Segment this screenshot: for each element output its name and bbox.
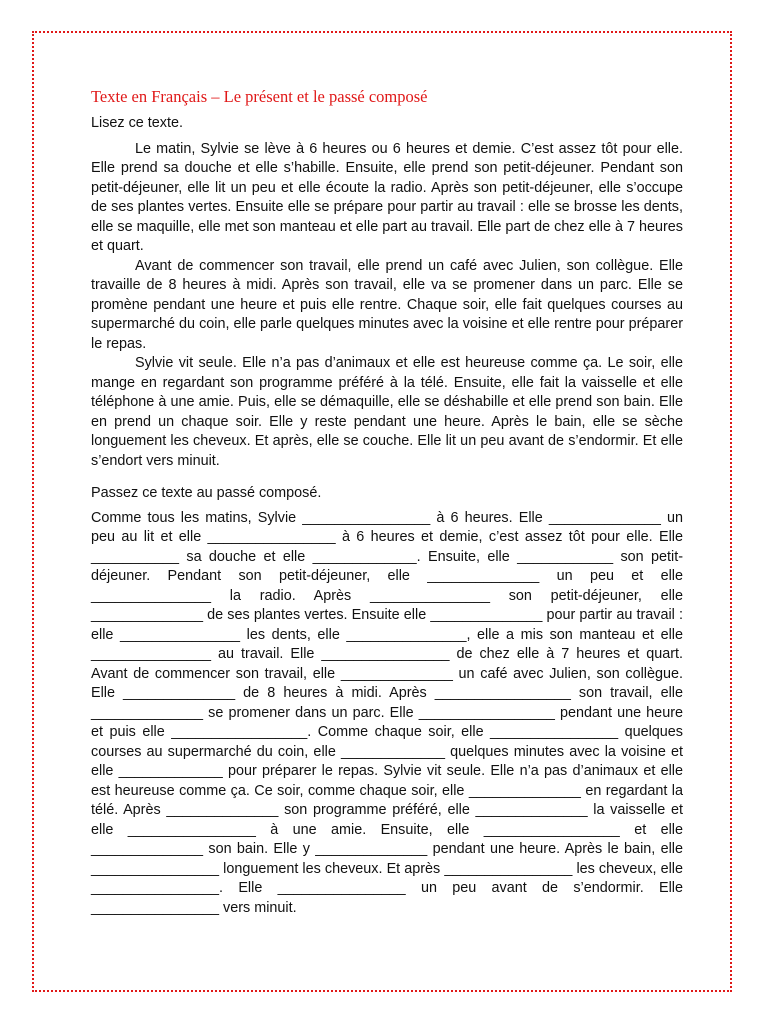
convert-instruction: Passez ce texte au passé composé.	[91, 485, 322, 501]
read-instruction: Lisez ce texte.	[91, 115, 183, 131]
paragraph-3	[91, 354, 683, 471]
paragraph-2	[91, 257, 683, 355]
exercise-text: Comme tous les matins, Sylvie ________________ à 6 heures. Elle ______________ un peu au lit et elle ________________ à 6 heures et demie, c’est assez tôt pour elle. Elle ___________ sa douche et elle _____________. Ensuite, elle ____________ son petit-déjeuner. Pendant son petit-déjeuner, elle ______________ un peu et elle _______________ la radio. Après _______________ son petit-déjeuner, elle ______________ de ses plantes vertes. Ensuite elle ______________ pour partir au travail : elle _______________ les dents, elle _______________, elle a mis son manteau et elle _______________ au travail. Elle ________________ de chez elle à 7 heures et quart. Avant de commencer son travail, elle ______________ un café avec Julien, son collègue. Elle ______________ de 8 heures à midi. Après _________________ son travail, elle ______________ se promener dans un parc. Elle _________________ pendant une heure et puis elle _________________. Comme chaque soir, elle ________________ quelques courses au supermarché du coin, elle _____________ quelques minutes avec la voisine et elle _____________ pour préparer le repas. Sylvie vit seule. Elle n’a pas d’animaux et elle est heureuse comme ça. Ce soir, comme chaque soir, elle ______________ en regardant la télé. Après ______________ son programme préféré, elle ______________ la vaisselle et elle ________________ à une amie. Ensuite, elle _________________ et elle ______________ son bain. Elle y ______________ pendant une heure. Après le bain, elle ________________ longuement les cheveux. Et après ________________ les cheveux, elle ________________. Elle ________________ un peu avant de s’endormir. Elle ________________ vers minuit.	[91, 509, 683, 916]
paragraph-1	[91, 140, 683, 257]
paragraph-1-text: Le matin, Sylvie se lève à 6 heures ou 6 heures et demie. C’est assez tôt pour elle. Elle prend sa douche et elle s’habille. Ensuite, elle prend son petit-déjeuner. Pendant son petit-déjeuner, elle lit un peu et elle écoute la radio. Après son petit-déjeuner, elle s’occupe de ses plantes vertes. Ensuite elle se prépare pour partir au travail : elle se brosse les dents, elle se maquille, elle met son manteau et elle part au travail. Elle part de chez elle à 7 heures et quart.	[91, 140, 683, 254]
paragraph-2-text: Avant de commencer son travail, elle prend un café avec Julien, son collègue. Elle travaille de 8 heures à midi. Après son travail, elle va se promener dans un parc. Elle se promène pendant une heure et puis elle rentre. Chaque soir, elle fait quelques courses au supermarché du coin, elle parle quelques minutes avec la voisine et elle rentre pour préparer le repas.	[91, 257, 683, 352]
document-title: Texte en Français – Le présent et le passé composé	[91, 87, 428, 106]
paragraph-3-text: Sylvie vit seule. Elle n’a pas d’animaux et elle est heureuse comme ça. Le soir, elle mange en regardant son programme préféré à la télé. Ensuite, elle fait la vaisselle et elle téléphone à une amie. Puis, elle se démaquille, elle se déshabille et elle prend son bain. Elle en prend un chaque soir. Elle y reste pendant une heure. Après le bain, elle se sèche longuement les cheveux. Et après, elle se couche. Elle lit un peu avant de s’endormir. Et elle s’endort vers minuit.	[91, 355, 683, 469]
document-body	[91, 84, 683, 918]
